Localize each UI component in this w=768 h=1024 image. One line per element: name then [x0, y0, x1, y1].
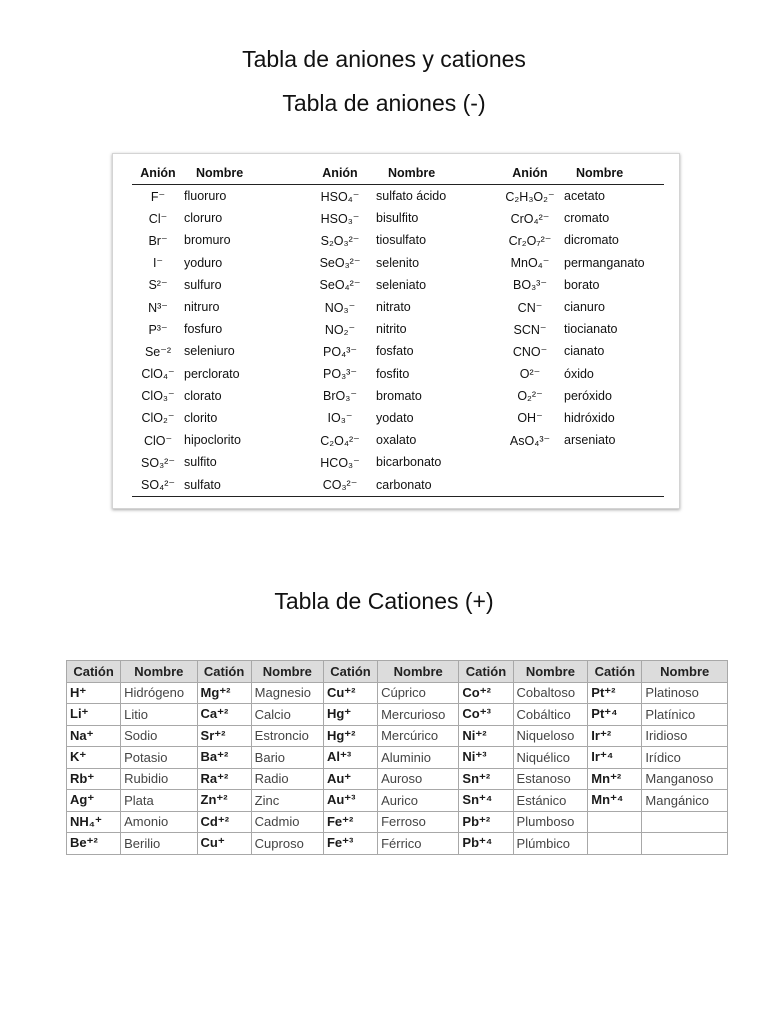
cation-name-cell: Cuproso — [251, 833, 323, 855]
cation-name-cell: Bario — [251, 747, 323, 769]
cation-formula-cell: Ra⁺² — [197, 768, 251, 790]
cation-formula-cell: Ir⁺⁴ — [588, 747, 642, 769]
anion-name-cell: acetato — [564, 189, 606, 204]
cation-formula-cell: Rb⁺ — [67, 768, 121, 790]
anion-name-cell: fluoruro — [184, 189, 227, 204]
anion-table — [132, 162, 664, 497]
cation-formula-cell: Au⁺³ — [323, 790, 377, 812]
header-cation: Catión — [588, 661, 642, 683]
cation-name-cell: Litio — [121, 704, 197, 726]
anion-formula-cell: IO₃⁻ — [327, 411, 353, 426]
header-nombre: Nombre — [196, 166, 244, 180]
cation-formula-cell: Sn⁺² — [459, 768, 513, 790]
cation-formula-cell: Al⁺³ — [323, 747, 377, 769]
header-anion: Anión — [140, 166, 176, 180]
cation-name-cell: Magnesio — [251, 682, 323, 704]
anion-name-cell: nitruro — [184, 300, 220, 315]
cation-formula-cell: Cu⁺² — [323, 682, 377, 704]
cation-name-cell: Estánico — [513, 790, 588, 812]
anion-table-row — [132, 274, 664, 296]
anion-formula-cell: NO₃⁻ — [324, 300, 356, 315]
cation-name-cell: Plúmbico — [513, 833, 588, 855]
anion-name-cell: cianuro — [564, 300, 605, 315]
anion-formula-cell — [496, 473, 564, 496]
anion-name-cell: bicarbonato — [376, 455, 442, 470]
cation-name-cell: Auroso — [378, 768, 459, 790]
cation-name-cell: Niquélico — [513, 747, 588, 769]
cation-name-cell: Platinoso — [642, 682, 728, 704]
anion-formula-cell: OH⁻ — [517, 411, 543, 426]
cation-formula-cell: Hg⁺² — [323, 725, 377, 747]
cation-formula-cell: NH₄⁺ — [67, 811, 121, 833]
cation-table-header-row — [67, 661, 728, 683]
anion-formula-cell — [496, 451, 564, 473]
cation-formula-cell: Co⁺³ — [459, 704, 513, 726]
cation-formula-cell: Mg⁺² — [197, 682, 251, 704]
cation-formula-cell: Zn⁺² — [197, 790, 251, 812]
anion-table-row — [132, 296, 664, 318]
header-anion: Anión — [322, 166, 358, 180]
anion-formula-cell: BO₃³⁻ — [513, 278, 547, 293]
cation-formula-cell: Fe⁺² — [323, 811, 377, 833]
cation-formula-cell: Pt⁺² — [588, 682, 642, 704]
anion-formula-cell: PO₃³⁻ — [323, 367, 357, 382]
anion-name-cell: hipoclorito — [184, 433, 241, 448]
cation-table-row — [67, 725, 728, 747]
anion-name-cell: cloruro — [184, 211, 223, 226]
cation-formula-cell: Sr⁺² — [197, 725, 251, 747]
cation-formula-cell: Be⁺² — [67, 833, 121, 855]
anion-table-row — [132, 473, 664, 496]
anion-table-body — [132, 185, 664, 497]
cation-formula-cell: Ir⁺² — [588, 725, 642, 747]
cation-table-title: Tabla de Cationes (+) — [274, 588, 494, 614]
anion-formula-cell: Cl⁻ — [148, 211, 168, 226]
cation-formula-cell: Cd⁺² — [197, 811, 251, 833]
anion-formula-cell: BrO₃⁻ — [323, 389, 357, 404]
cation-name-cell: Platínico — [642, 704, 728, 726]
cation-name-cell: Cobáltico — [513, 704, 588, 726]
cation-name-cell: Mercúrico — [378, 725, 459, 747]
cation-name-cell: Plumboso — [513, 811, 588, 833]
header-nombre: Nombre — [513, 661, 588, 683]
header-nombre: Nombre — [642, 661, 728, 683]
cation-name-cell: Iridioso — [642, 725, 728, 747]
anion-formula-cell: SO₄²⁻ — [141, 478, 175, 493]
anion-name-cell: óxido — [564, 366, 594, 381]
anion-name-cell: borato — [564, 277, 600, 292]
cation-name-cell: Zinc — [251, 790, 323, 812]
anion-name-cell: sulfato ácido — [376, 189, 447, 204]
cation-formula-cell: Ca⁺² — [197, 704, 251, 726]
cation-name-cell: Cobaltoso — [513, 682, 588, 704]
anion-table-row — [132, 340, 664, 362]
anion-formula-cell: HSO₃⁻ — [320, 211, 360, 226]
anion-formula-cell: C₂O₄²⁻ — [320, 433, 360, 448]
cation-name-cell: Radio — [251, 768, 323, 790]
anion-name-cell: nitrato — [376, 300, 411, 315]
cation-formula-cell: Li⁺ — [67, 704, 121, 726]
header-nombre: Nombre — [576, 166, 624, 180]
anion-formula-cell: N³⁻ — [148, 300, 168, 315]
cation-formula-cell: Ag⁺ — [67, 790, 121, 812]
cation-name-cell: Estroncio — [251, 725, 323, 747]
cation-table-row — [67, 790, 728, 812]
anion-formula-cell: SeO₃²⁻ — [319, 256, 361, 271]
header-nombre: Nombre — [121, 661, 197, 683]
anion-formula-cell: CO₃²⁻ — [322, 478, 358, 493]
anion-formula-cell: Br⁻ — [148, 233, 168, 248]
cation-name-cell: Hidrógeno — [121, 682, 197, 704]
header-cation: Catión — [323, 661, 377, 683]
anion-name-cell: bromuro — [184, 233, 231, 248]
cation-name-cell — [642, 833, 728, 855]
cation-formula-cell: Pb⁺² — [459, 811, 513, 833]
anion-name-cell: hidróxido — [564, 410, 615, 425]
header-nombre: Nombre — [378, 661, 459, 683]
anion-table-row — [132, 385, 664, 407]
anion-formula-cell: O²⁻ — [519, 367, 541, 382]
cation-formula-cell: Mn⁺⁴ — [588, 790, 642, 812]
anion-formula-cell: PO₄³⁻ — [323, 344, 357, 359]
anion-formula-cell: ClO₄⁻ — [141, 367, 175, 382]
anion-table-row — [132, 429, 664, 451]
header-cation: Catión — [197, 661, 251, 683]
anion-table-row — [132, 252, 664, 274]
anion-table-row — [132, 207, 664, 229]
cation-formula-cell — [588, 833, 642, 855]
cation-table-body — [67, 682, 728, 854]
anion-table-header-row — [132, 162, 664, 185]
cation-formula-cell: Sn⁺⁴ — [459, 790, 513, 812]
cation-table-row — [67, 768, 728, 790]
anion-name-cell: yodato — [376, 410, 414, 425]
anion-name-cell: fosfuro — [184, 322, 223, 337]
anion-name-cell: yoduro — [184, 255, 223, 270]
anion-name-cell: cianato — [564, 344, 605, 359]
header-cation: Catión — [459, 661, 513, 683]
anion-name-cell: dicromato — [564, 233, 619, 248]
anion-name-cell: sulfato — [184, 477, 221, 492]
anion-name-cell: carbonato — [376, 477, 432, 492]
anion-table-row — [132, 407, 664, 429]
anion-formula-cell: SO₃²⁻ — [141, 455, 175, 470]
cation-table-row — [67, 811, 728, 833]
cation-name-cell: Cúprico — [378, 682, 459, 704]
anion-name-cell: seleniuro — [184, 344, 235, 359]
cation-table-row — [67, 682, 728, 704]
cation-formula-cell: Pb⁺⁴ — [459, 833, 513, 855]
cation-name-cell: Aurico — [378, 790, 459, 812]
anion-name-cell: fosfato — [376, 344, 414, 359]
anion-name-cell: sulfito — [184, 455, 217, 470]
anion-formula-cell: ClO₂⁻ — [141, 411, 175, 426]
cation-name-cell: Estanoso — [513, 768, 588, 790]
cation-name-cell: Sodio — [121, 725, 197, 747]
header-anion: Anión — [512, 166, 548, 180]
cation-name-cell: Aluminio — [378, 747, 459, 769]
cation-name-cell — [642, 811, 728, 833]
cation-name-cell: Amonio — [121, 811, 197, 833]
anion-name-cell: sulfuro — [184, 277, 222, 292]
anion-name-cell: fosfito — [376, 366, 410, 381]
cation-formula-cell: K⁺ — [67, 747, 121, 769]
cation-name-cell: Potasio — [121, 747, 197, 769]
cation-table-row — [67, 747, 728, 769]
anion-formula-cell: C₂H₃O₂⁻ — [505, 189, 555, 204]
cation-formula-cell: Ni⁺² — [459, 725, 513, 747]
anion-table-row — [132, 318, 664, 340]
cation-table — [66, 660, 728, 855]
anion-name-cell: perclorato — [184, 366, 240, 381]
header-cation: Catión — [67, 661, 121, 683]
anion-name-cell: tiocianato — [564, 322, 618, 337]
anion-formula-cell: NO₂⁻ — [324, 322, 356, 337]
anion-name-cell: tiosulfato — [376, 233, 427, 248]
anion-name-cell: nitrito — [376, 322, 407, 337]
anion-formula-cell: ClO₃⁻ — [141, 389, 175, 404]
anion-formula-cell: P³⁻ — [148, 322, 168, 337]
cation-formula-cell: Cu⁺ — [197, 833, 251, 855]
cation-formula-cell: Na⁺ — [67, 725, 121, 747]
cation-name-cell: Manganoso — [642, 768, 728, 790]
anion-formula-cell: O₂²⁻ — [517, 389, 543, 404]
cation-table-row — [67, 833, 728, 855]
anion-table-row — [132, 185, 664, 208]
cation-name-cell: Berilio — [121, 833, 197, 855]
anion-name-cell: oxalato — [376, 433, 417, 448]
cation-name-cell: Ferroso — [378, 811, 459, 833]
cation-formula-cell: Hg⁺ — [323, 704, 377, 726]
cation-name-cell: Irídico — [642, 747, 728, 769]
anion-table-image — [112, 153, 680, 509]
anion-formula-cell: CrO₄²⁻ — [510, 211, 550, 226]
cation-formula-cell: H⁺ — [67, 682, 121, 704]
cation-name-cell: Niqueloso — [513, 725, 588, 747]
anion-table-row — [132, 451, 664, 473]
cation-formula-cell: Mn⁺² — [588, 768, 642, 790]
anion-name-cell: bromato — [376, 388, 422, 403]
anion-name-cell: seleniato — [376, 277, 427, 292]
cation-table-row — [67, 704, 728, 726]
cation-name-cell: Férrico — [378, 833, 459, 855]
cation-formula-cell — [588, 811, 642, 833]
anion-name-cell: arseniato — [564, 433, 616, 448]
anion-table-row — [132, 363, 664, 385]
anion-formula-cell: CNO⁻ — [512, 344, 548, 359]
anion-formula-cell: S₂O₃²⁻ — [320, 233, 360, 248]
anion-name-cell: peróxido — [564, 388, 612, 403]
cation-formula-cell: Ba⁺² — [197, 747, 251, 769]
anion-name-cell: bisulfito — [376, 211, 419, 226]
anion-table-row — [132, 229, 664, 251]
cation-formula-cell: Au⁺ — [323, 768, 377, 790]
cation-name-cell: Calcio — [251, 704, 323, 726]
anion-formula-cell: F⁻ — [150, 189, 166, 204]
anion-name-cell: permanganato — [564, 255, 645, 270]
anion-name-cell: selenito — [376, 255, 420, 270]
anion-formula-cell: CN⁻ — [517, 300, 543, 315]
cation-name-cell: Mercurioso — [378, 704, 459, 726]
document-title: Tabla de aniones y cationes — [242, 46, 526, 72]
cation-name-cell: Cadmio — [251, 811, 323, 833]
anion-name-cell: cromato — [564, 211, 610, 226]
anion-formula-cell: Cr₂O₇²⁻ — [508, 233, 552, 248]
anion-name-cell: clorato — [184, 388, 222, 403]
cation-name-cell: Plata — [121, 790, 197, 812]
anion-formula-cell: AsO₄³⁻ — [509, 433, 551, 448]
anion-table-title: Tabla de aniones (-) — [282, 90, 486, 116]
cation-name-cell: Rubidio — [121, 768, 197, 790]
header-nombre: Nombre — [251, 661, 323, 683]
anion-formula-cell: HSO₄⁻ — [320, 189, 360, 204]
cation-formula-cell: Ni⁺³ — [459, 747, 513, 769]
anion-name-cell — [564, 451, 664, 473]
anion-formula-cell: SeO₄²⁻ — [319, 278, 361, 293]
cation-name-cell: Mangánico — [642, 790, 728, 812]
anion-formula-cell: MnO₄⁻ — [510, 256, 550, 271]
anion-formula-cell: S²⁻ — [148, 278, 168, 293]
cation-formula-cell: Fe⁺³ — [323, 833, 377, 855]
header-nombre: Nombre — [388, 166, 436, 180]
anion-formula-cell: I⁻ — [152, 256, 164, 271]
anion-name-cell: clorito — [184, 410, 218, 425]
cation-formula-cell: Pt⁺⁴ — [588, 704, 642, 726]
anion-formula-cell: ClO⁻ — [143, 433, 173, 448]
anion-formula-cell: HCO₃⁻ — [320, 455, 360, 470]
anion-formula-cell: Se⁻² — [144, 344, 172, 359]
cation-formula-cell: Co⁺² — [459, 682, 513, 704]
anion-name-cell — [564, 473, 664, 496]
anion-formula-cell: SCN⁻ — [513, 322, 547, 337]
